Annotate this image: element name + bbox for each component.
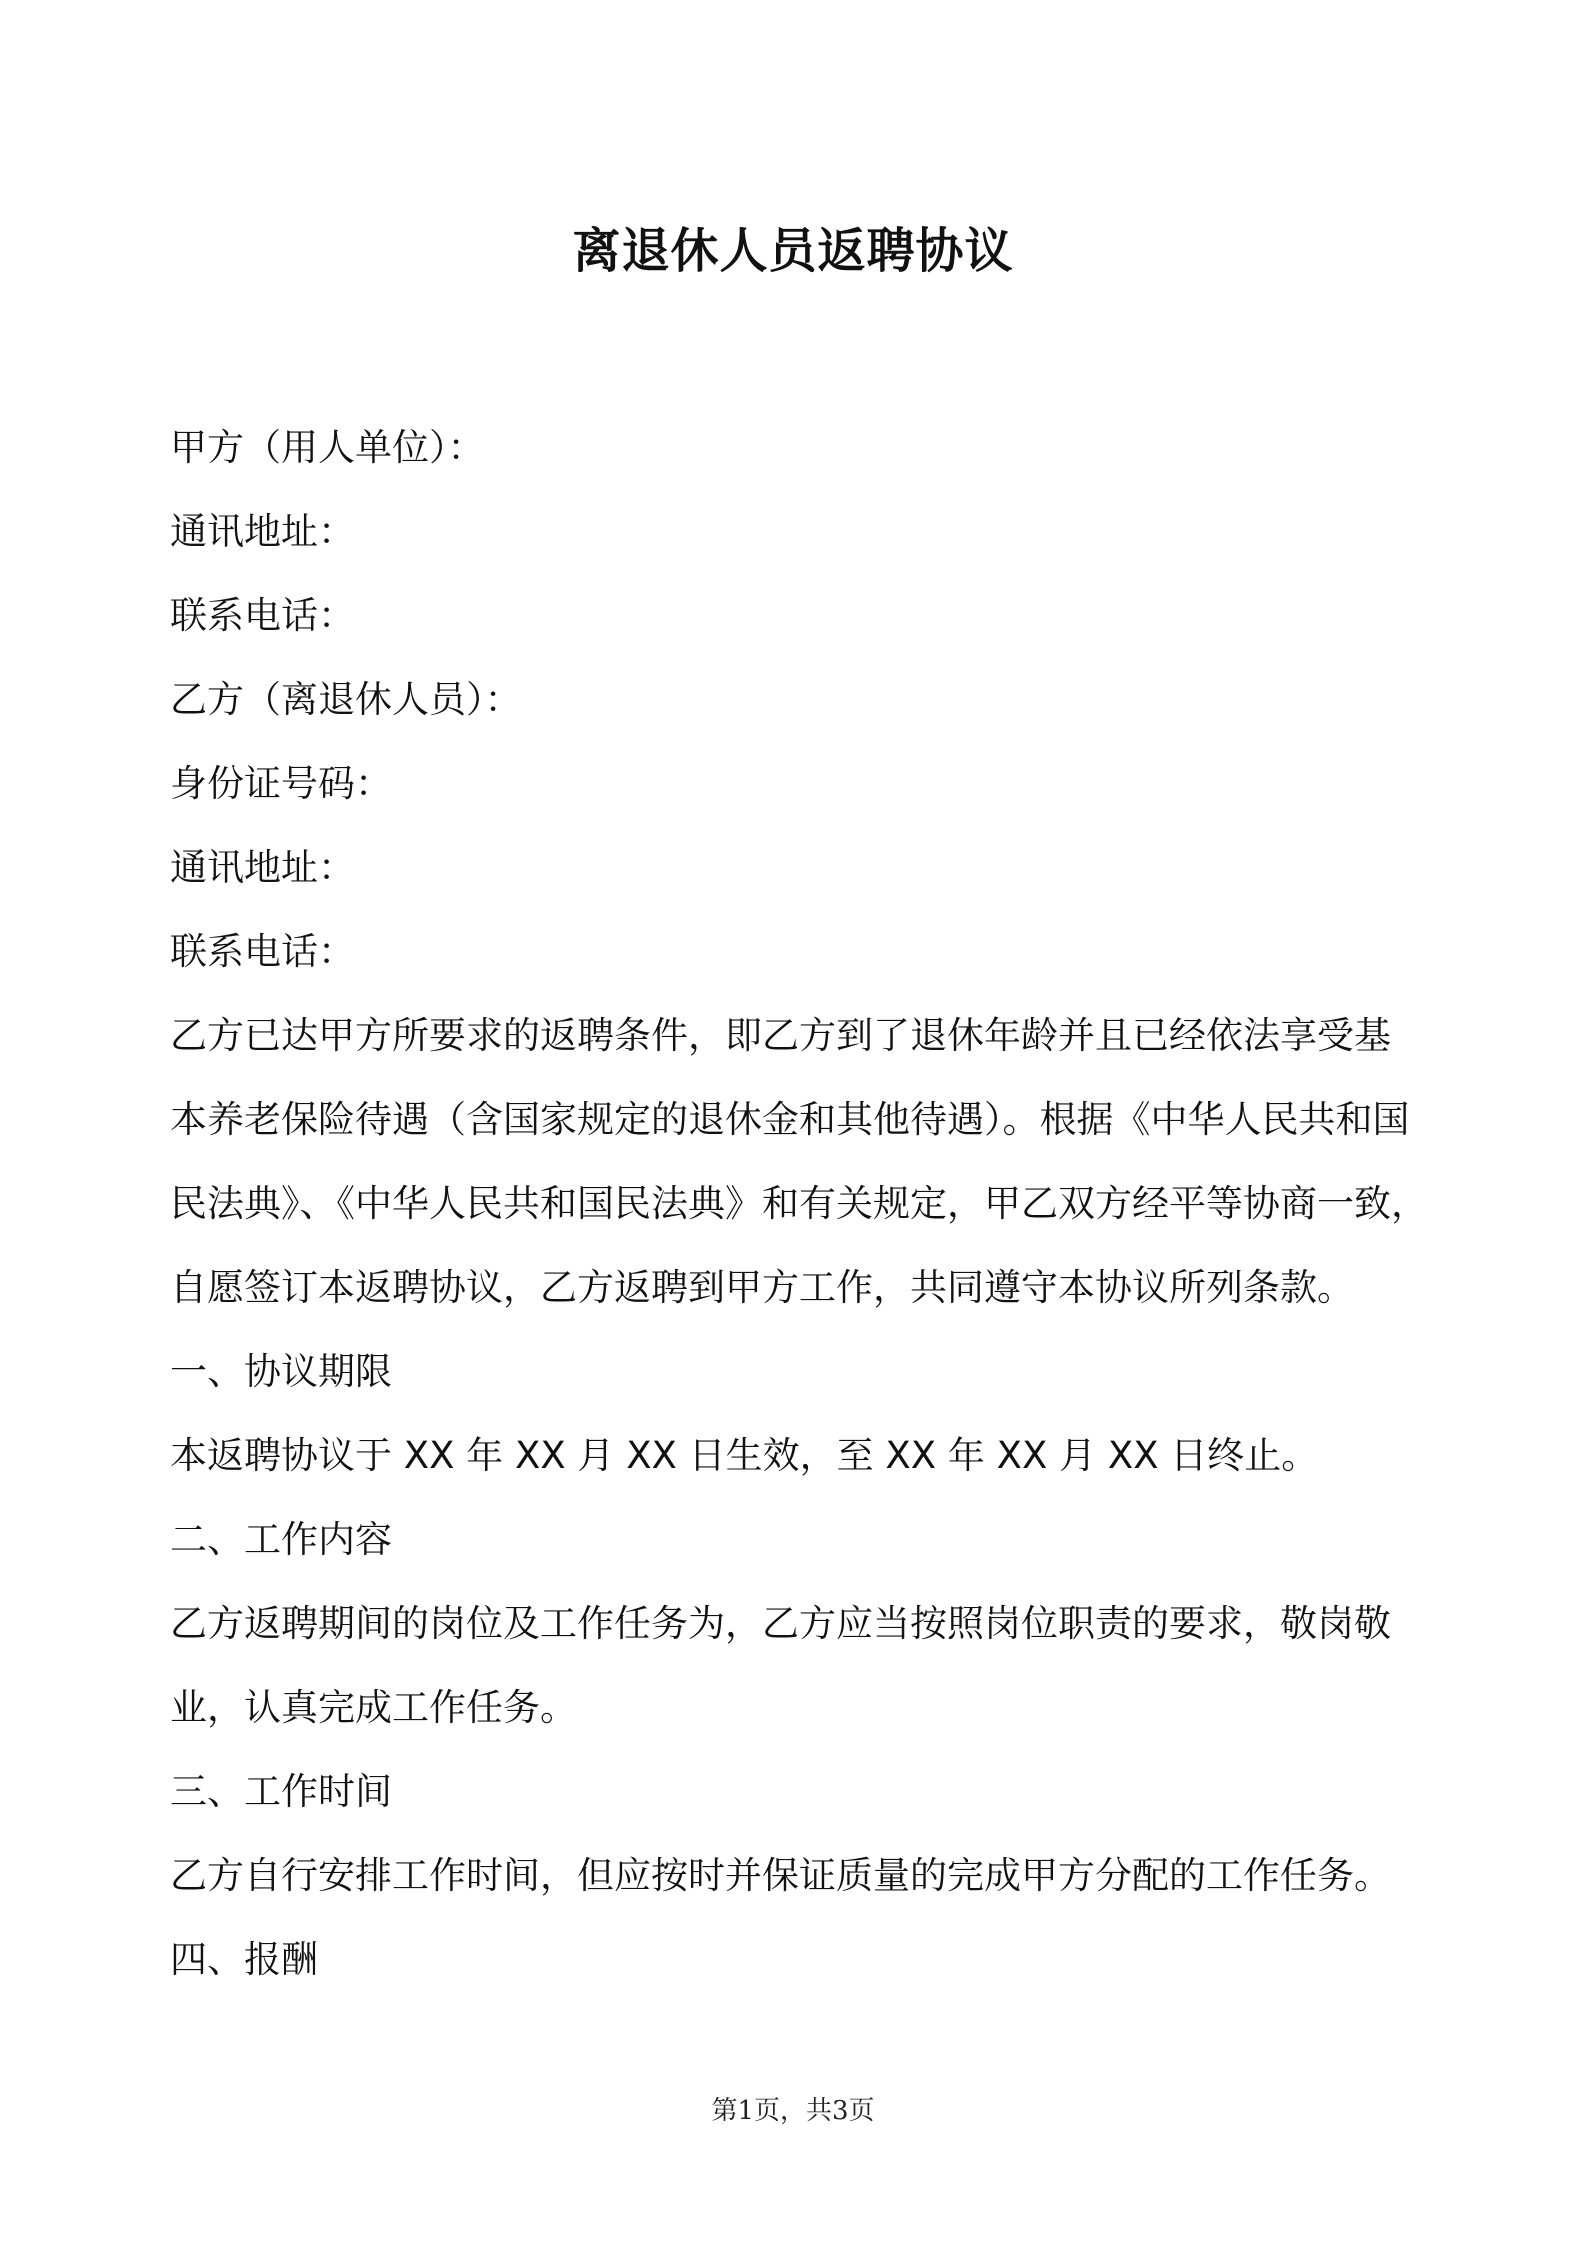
- section-text-work-time: 乙方自行安排工作时间，但应按时并保证质量的完成甲方分配的工作任务。: [170, 1854, 1391, 1897]
- party-a-phone: 联系电话：: [170, 594, 355, 637]
- preamble-line: 民法典》、《中华人民共和国民法典》和有关规定，甲乙双方经平等协商一致，: [170, 1182, 1428, 1225]
- preamble-paragraph: [170, 994, 1430, 1330]
- work-content-line: 乙方返聘期间的岗位及工作任务为，乙方应当按照岗位职责的要求，敬岗敬: [170, 1602, 1391, 1645]
- section-heading-work-time: 三、工作时间: [170, 1770, 392, 1813]
- section-heading-remuneration: 四、报酬: [170, 1938, 318, 1981]
- section-text-term: 本返聘协议于 XX 年 XX 月 XX 日生效，至 XX 年 XX 月 XX 日终止。: [170, 1434, 1319, 1477]
- section-heading-term: 一、协议期限: [170, 1350, 392, 1393]
- preamble-line: 自愿签订本返聘协议，乙方返聘到甲方工作，共同遵守本协议所列条款。: [170, 1266, 1354, 1309]
- document-body: [170, 406, 1430, 2002]
- party-b-address: 通讯地址：: [170, 846, 355, 889]
- party-b-id-number: 身份证号码：: [170, 762, 392, 805]
- section-text-work-content: [170, 1582, 1430, 1750]
- work-content-line: 业，认真完成工作任务。: [170, 1686, 577, 1729]
- party-a-name: 甲方（用人单位）：: [170, 426, 485, 469]
- preamble-line: 本养老保险待遇（含国家规定的退休金和其他待遇）。根据《中华人民共和国: [170, 1098, 1410, 1141]
- preamble-line: 乙方已达甲方所要求的返聘条件，即乙方到了退休年龄并且已经依法享受基: [170, 1014, 1391, 1057]
- page-number-footer: 第1页，共3页: [711, 2096, 875, 2126]
- party-b-name: 乙方（离退休人员）：: [170, 678, 522, 721]
- party-b-phone: 联系电话：: [170, 930, 355, 973]
- section-heading-work-content: 二、工作内容: [170, 1518, 392, 1561]
- document-title: 离退休人员返聘协议: [572, 223, 1014, 279]
- party-a-address: 通讯地址：: [170, 510, 355, 553]
